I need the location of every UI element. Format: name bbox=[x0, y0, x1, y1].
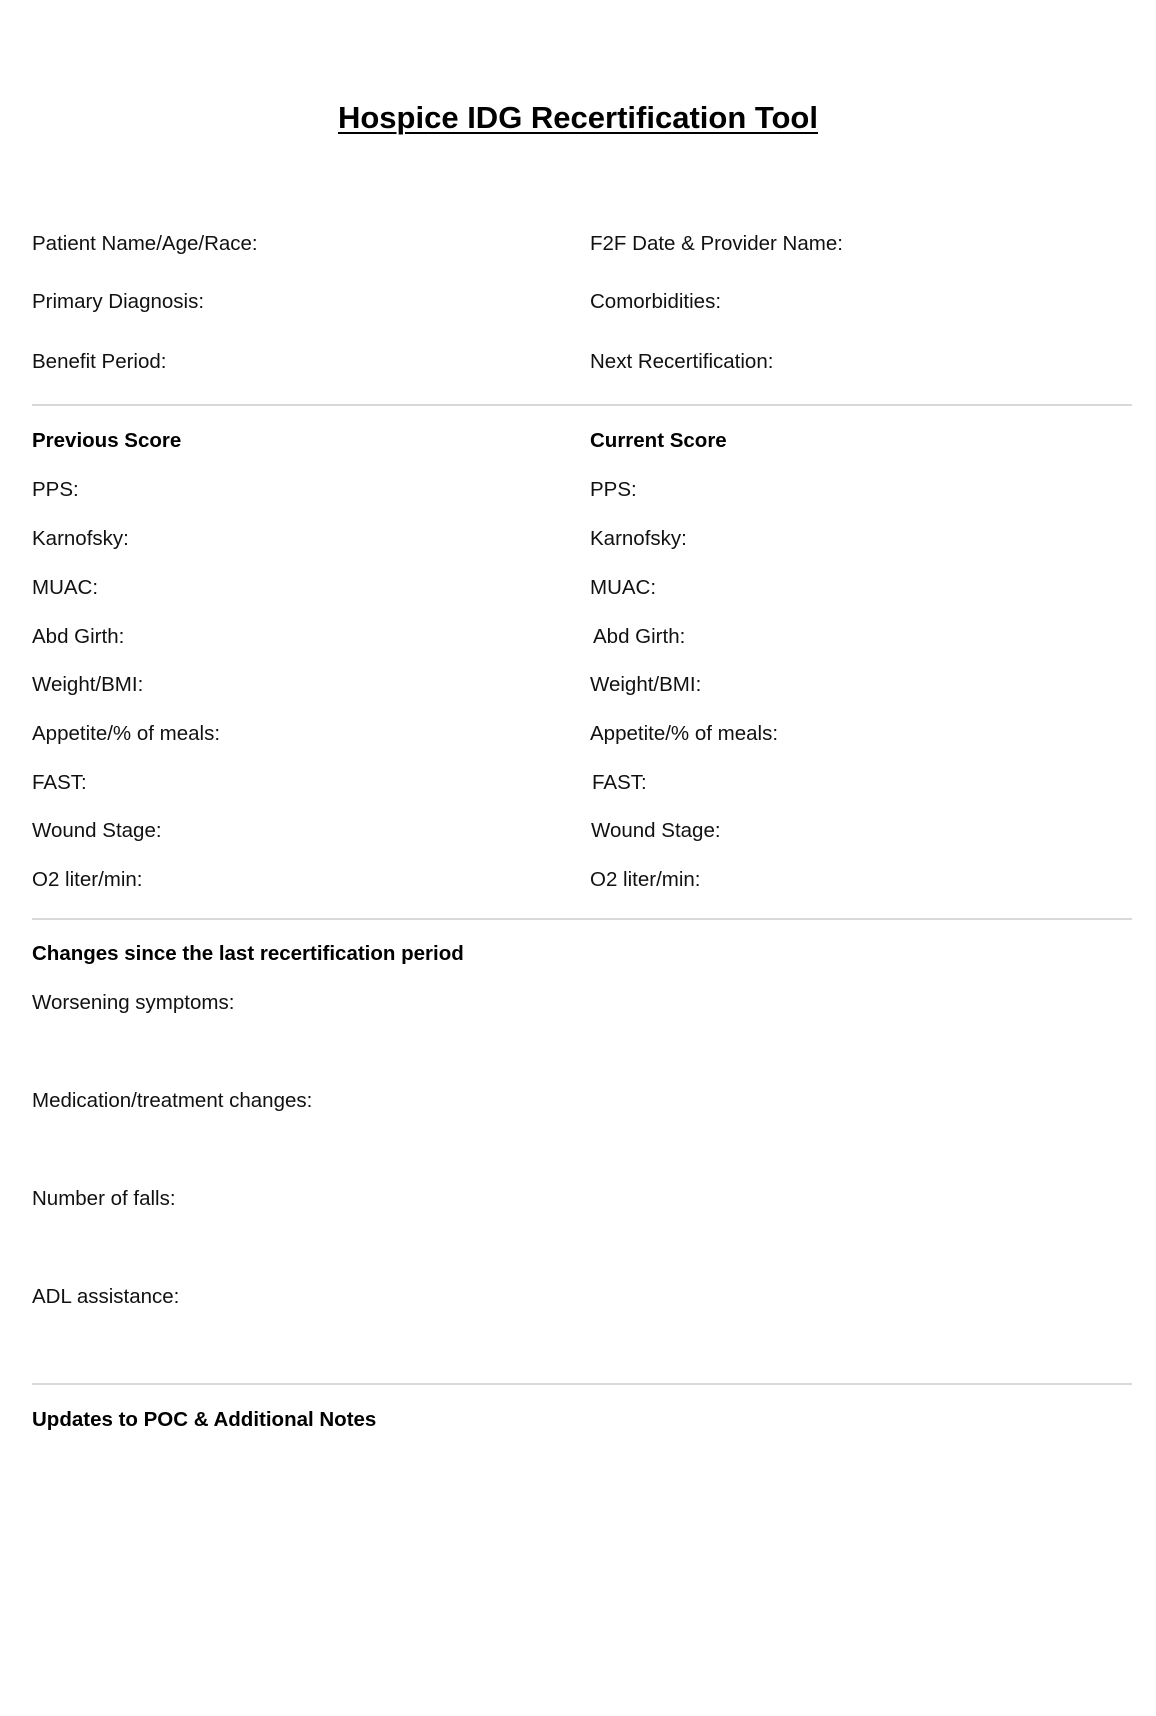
previous-o2-label: O2 liter/min: bbox=[32, 868, 143, 891]
adl-assistance-label: ADL assistance: bbox=[32, 1285, 180, 1308]
changes-heading: Changes since the last recertification period bbox=[32, 942, 464, 965]
f2f-date-provider-label: F2F Date & Provider Name: bbox=[590, 232, 843, 255]
document-title: Hospice IDG Recertification Tool bbox=[337, 100, 818, 135]
patient-name-age-race-label: Patient Name/Age/Race: bbox=[32, 232, 258, 255]
current-pps-label: PPS: bbox=[590, 478, 637, 501]
worsening-symptoms-label: Worsening symptoms: bbox=[32, 991, 235, 1014]
current-muac-label: MUAC: bbox=[590, 576, 657, 599]
previous-weight-bmi-label: Weight/BMI: bbox=[32, 673, 144, 696]
current-karnofsky-label: Karnofsky: bbox=[590, 527, 687, 550]
previous-karnofsky-label: Karnofsky: bbox=[32, 527, 129, 550]
current-o2-label: O2 liter/min: bbox=[590, 868, 701, 891]
divider bbox=[32, 1383, 1132, 1385]
comorbidities-label: Comorbidities: bbox=[590, 290, 722, 313]
current-appetite-label: Appetite/% of meals: bbox=[590, 722, 779, 745]
benefit-period-label: Benefit Period: bbox=[32, 350, 167, 373]
primary-diagnosis-label: Primary Diagnosis: bbox=[32, 290, 205, 313]
previous-appetite-label: Appetite/% of meals: bbox=[32, 722, 221, 745]
previous-abd-girth-label: Abd Girth: bbox=[32, 625, 125, 648]
divider bbox=[32, 404, 1132, 406]
number-of-falls-label: Number of falls: bbox=[32, 1187, 176, 1210]
current-wound-stage-label: Wound Stage: bbox=[591, 819, 721, 842]
updates-poc-notes-heading: Updates to POC & Additional Notes bbox=[32, 1408, 377, 1431]
previous-fast-label: FAST: bbox=[32, 771, 87, 794]
previous-wound-stage-label: Wound Stage: bbox=[32, 819, 162, 842]
previous-pps-label: PPS: bbox=[32, 478, 79, 501]
current-weight-bmi-label: Weight/BMI: bbox=[590, 673, 702, 696]
current-fast-label: FAST: bbox=[592, 771, 647, 794]
previous-muac-label: MUAC: bbox=[32, 576, 99, 599]
current-abd-girth-label: Abd Girth: bbox=[593, 625, 686, 648]
previous-score-heading: Previous Score bbox=[32, 429, 182, 452]
divider bbox=[32, 918, 1132, 920]
current-score-heading: Current Score bbox=[590, 429, 727, 452]
medication-treatment-changes-label: Medication/treatment changes: bbox=[32, 1089, 313, 1112]
next-recertification-label: Next Recertification: bbox=[590, 350, 774, 373]
